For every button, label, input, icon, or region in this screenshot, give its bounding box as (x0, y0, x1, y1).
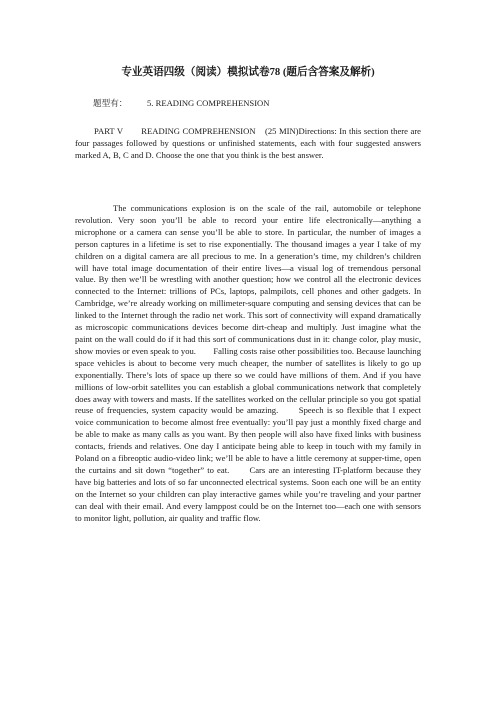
question-type-value: 5. READING COMPREHENSION (147, 98, 270, 108)
reading-passage: The communications explosion is on the scale of the rail, automobile or telephone revolution. Very soon you’ll be able to record your entire life electronically—anything a microphone or a camera can sense you’ll be able to store. In particular, the number of images a person captures in a lifetime is set to rise exponentially. The thousand images a year I take of my children on a digital camera are all precious to me. In a generation’s time, my children’s children will have total image documentation of their entire lives—a visual log of tremendous personal value. By then we’ll be wrestling with another question; how we control all the electronic devices connected to the Internet: trillions of PCs, laptops, palmpilots, cell phones and other gadgets. In Cambridge, we’re already working on millimeter-square computing and sensing devices that can be linked to the Internet through the radio net work. This sort of connectivity will expand dramatically as microscopic communications devices become dirt-cheap and multiply. Just imagine what the paint on the wall could do if it had this sort of communications dust in it: change color, play music, show movies or even speak to you. Falling costs raise other possibilities too. Because launching space vehicles is about to become very much cheaper, the number of satellites is likely to go up exponentially. There’s lots of space up there so we could have millions of them. And if you have millions of low-orbit satellites you can establish a global communications network that completely does away with towers and masts. If the satellites worked on the cellular principle so you got spatial reuse of frequencies, system capacity would be amazing. Speech is so flexible that I expect voice communication to become almost free eventually: you’ll pay just a monthly fixed charge and be able to make as many calls as you want. By then people will also have fixed links with business contacts, friends and relatives. One day I anticipate being able to keep in touch with my family in Poland on a fibreoptic audio-video link; we’ll be able to have a little ceremony at supper-time, open the curtains and sit down “together” to eat. Cars are an interesting IT-platform because they have big batteries and lots of so far unconnected electrical systems. Soon each one will be an entity on the Internet so your children can play interactive games while you’re traveling and your partner can deal with their email. And every lamppost could be on the Internet too—each one with sensors to monitor light, pollution, air quality and traffic flow. (75, 203, 421, 523)
question-type-label: 题型有： (93, 98, 128, 108)
question-type-line (93, 97, 269, 109)
directions-paragraph: PART V READING COMPREHENSION (25 MIN)Directions: In this section there are four passages followed by questions or unfinished statements, each with four suggested answers marked A, B, C and D. Choose the one that you think is the best answer. (75, 126, 421, 160)
document-title: 专业英语四级（阅读）模拟试卷78 (题后含答案及解析) (121, 67, 375, 78)
